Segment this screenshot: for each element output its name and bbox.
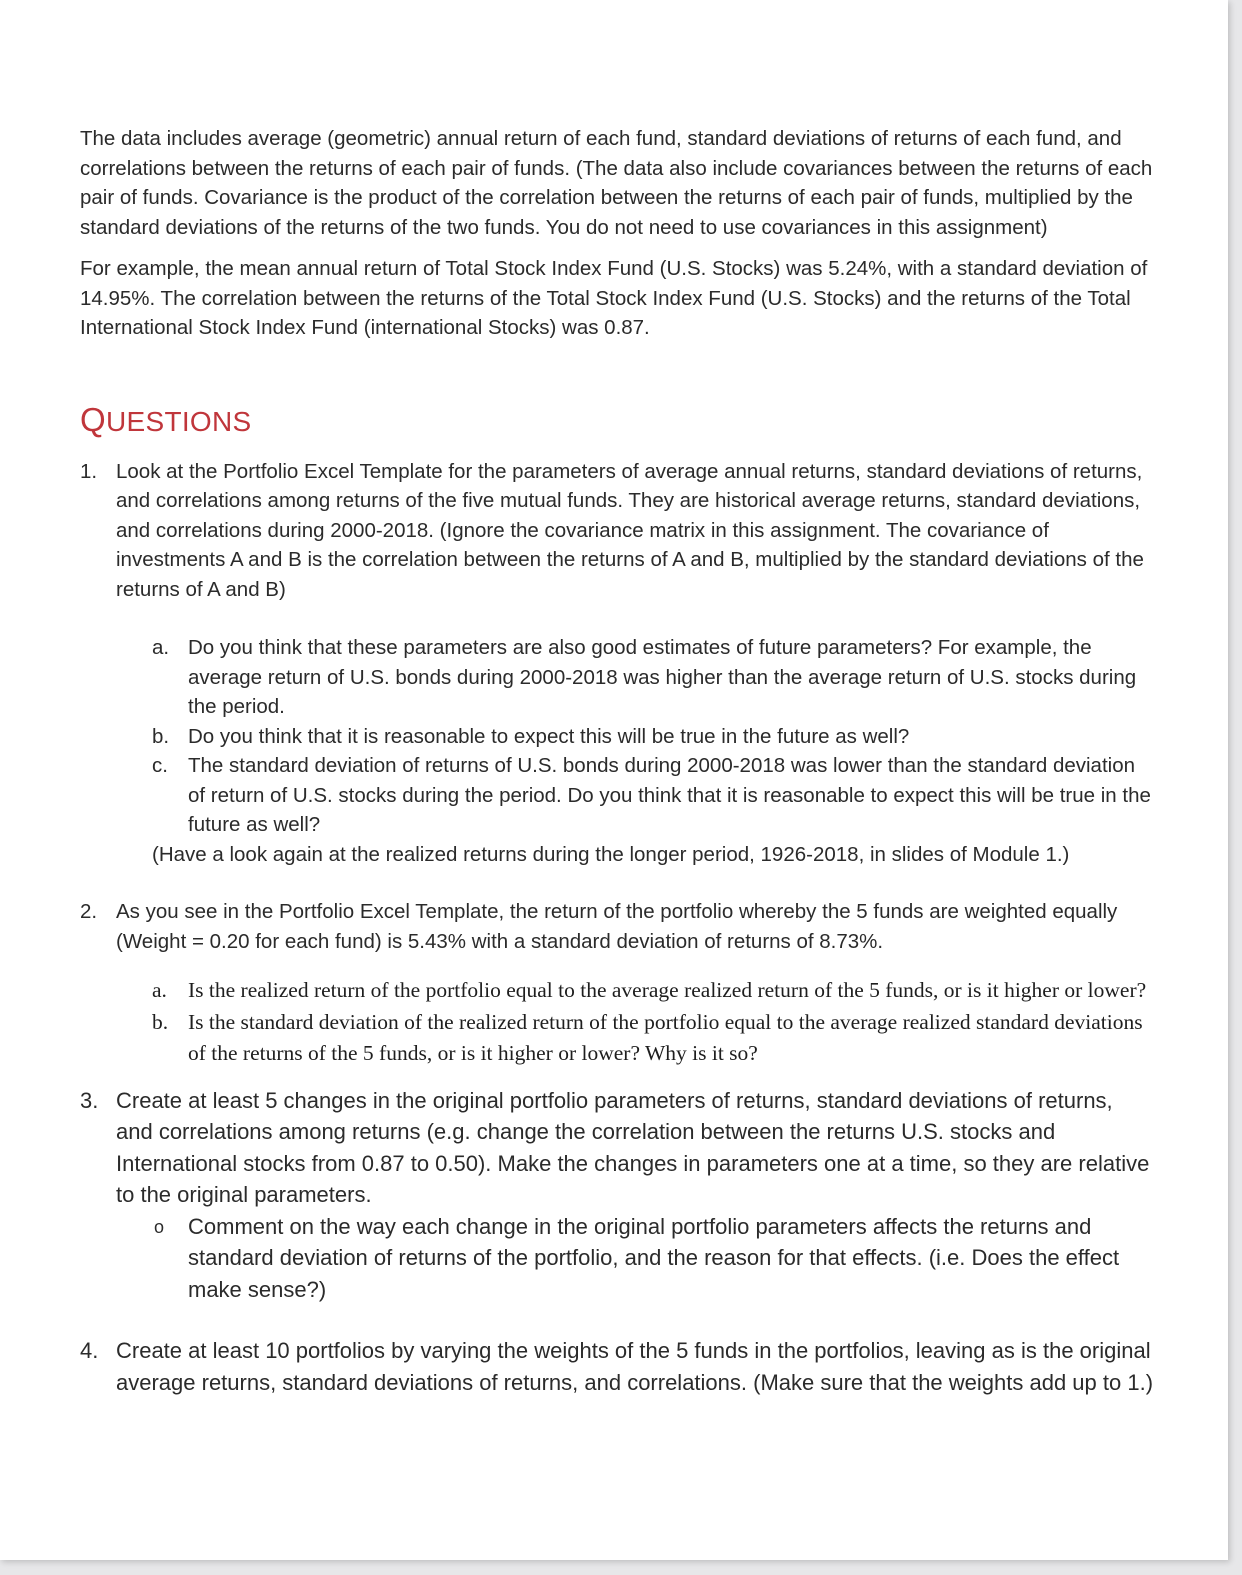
sub-item bbox=[80, 722, 1155, 752]
heading-rest: UESTIONS bbox=[105, 405, 252, 437]
sub-item bbox=[80, 633, 1155, 722]
sub-item-text: Do you think that these parameters are also good estimates of future parameters? For example, the average return of U.S. bonds during 2000-2018 was higher than the average return of U.S. stocks during the period. bbox=[188, 636, 1137, 718]
intro-paragraph-1: The data includes average (geometric) annual return of each fund, standard deviations of returns of each fund, and correlations between the returns of each pair of funds. (The data also include covariances between the returns of each pair of funds. Covariance is the product of the correlation between the returns of each pair of funds, multiplied by the standard deviations of the returns of the two funds. You do not need to use covariances in this assignment) bbox=[80, 127, 1153, 239]
sub-item-label: a. bbox=[152, 978, 167, 1002]
question-text: Create at least 5 changes in the original portfolio parameters of returns, standard deviations of returns, and correlations among returns (e.g. change the correlation between the returns U.S. stocks and International stocks from 0.87 to 0.50). Make the changes in parameters one at a time, so they are relative to the original parameters. bbox=[116, 1087, 1150, 1207]
intro-paragraph-2: For example, the mean annual return of Total Stock Index Fund (U.S. Stocks) was 5.24%, with a standard deviation of 14.95%. The correlation between the returns of the Total Stock Index Fund (U.S. Stocks) and the returns of the Total International Stock Index Fund (international Stocks) was 0.87. bbox=[80, 257, 1148, 339]
question-3 bbox=[80, 1085, 1155, 1306]
question-1-note: (Have a look again at the realized returns during the longer period, 1926-2018, in slides of Module 1.) bbox=[152, 842, 1070, 866]
question-2-subitems bbox=[80, 975, 1155, 1070]
question-1-subitems bbox=[80, 633, 1155, 840]
questions-heading bbox=[80, 401, 1155, 439]
heading-initial: Q bbox=[80, 400, 106, 438]
sub-item bbox=[80, 1007, 1155, 1070]
bullet-circle: o bbox=[154, 1216, 165, 1237]
question-number: 4. bbox=[80, 1338, 99, 1363]
sub-item-text: Is the standard deviation of the realized return of the portfolio equal to the average realized standard deviations of the returns of the 5 funds, or is it higher or lower? Why is it so? bbox=[188, 1009, 1143, 1065]
questions-list bbox=[80, 457, 1155, 1399]
sub-item-text: Is the realized return of the portfolio equal to the average realized return of the 5 funds, or is it higher or lower? bbox=[188, 978, 1147, 1002]
sub-item bbox=[80, 751, 1155, 840]
bullet-text: Comment on the way each change in the original portfolio parameters affects the returns and standard deviation of returns of the portfolio, and the reason for that effects. (i.e. Does the effect make sense?) bbox=[188, 1213, 1120, 1302]
sub-item bbox=[80, 975, 1155, 1007]
question-text: Look at the Portfolio Excel Template for the parameters of average annual returns, standard deviations of returns, and correlations among returns of the five mutual funds. They are historical average returns, standard deviations, and correlations during 2000-2018. (Ignore the covariance matrix in this assignment. The covariance of investments A and B is the correlation between the returns of A and B, multiplied by the standard deviations of the returns of A and B) bbox=[116, 459, 1144, 601]
question-text: Create at least 10 portfolios by varying the weights of the 5 funds in the portfolios, leaving as is the original average returns, standard deviations of returns, and correlations. (Make sure that the weights add up to 1.) bbox=[116, 1338, 1154, 1395]
sub-item-text: Do you think that it is reasonable to expect this will be true in the future as well? bbox=[188, 724, 910, 748]
sub-item-label: a. bbox=[152, 636, 170, 659]
question-2 bbox=[80, 897, 1155, 1070]
bullet-item bbox=[80, 1211, 1155, 1306]
sub-item-label: b. bbox=[152, 724, 170, 748]
question-4 bbox=[80, 1335, 1155, 1398]
document-content bbox=[80, 124, 1155, 1398]
question-text: As you see in the Portfolio Excel Template, the return of the portfolio whereby the 5 funds are weighted equally (Weight = 0.20 for each fund) is 5.43% with a standard deviation of returns of 8.73%. bbox=[116, 900, 1118, 953]
sub-item-text: The standard deviation of returns of U.S. bonds during 2000-2018 was lower than the standard deviation of return of U.S. stocks during the period. Do you think that it is reasonable to expect this will be true in the future as well? bbox=[188, 754, 1151, 836]
question-number: 1. bbox=[80, 459, 98, 483]
question-1 bbox=[80, 457, 1155, 870]
question-number: 3. bbox=[80, 1087, 99, 1113]
sub-item-label: b. bbox=[152, 1009, 169, 1034]
question-number: 2. bbox=[80, 900, 98, 923]
sub-item-label: c. bbox=[152, 754, 168, 777]
